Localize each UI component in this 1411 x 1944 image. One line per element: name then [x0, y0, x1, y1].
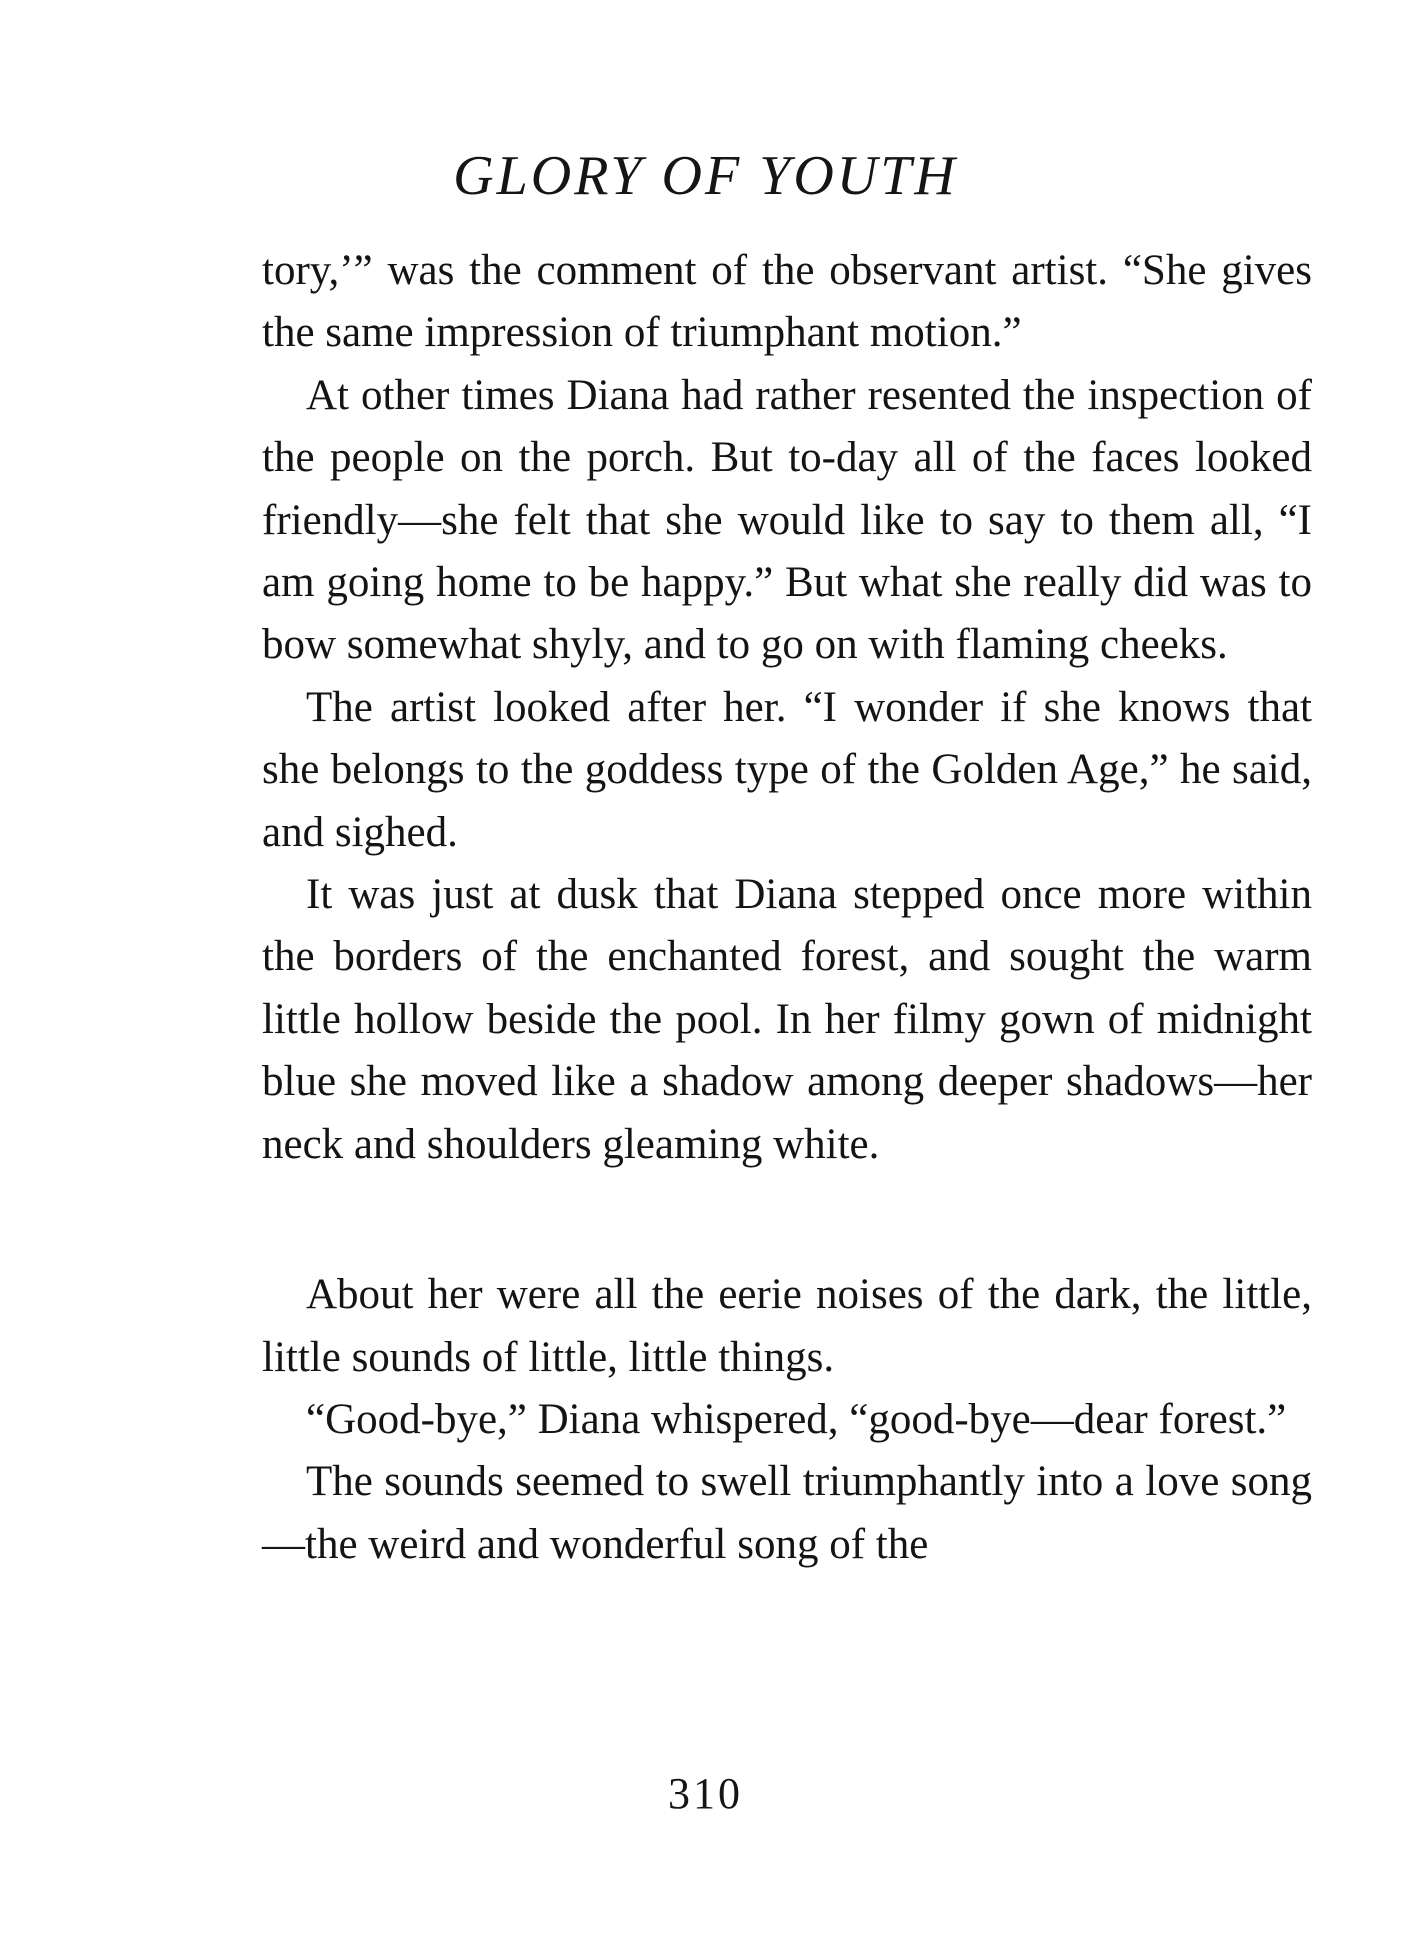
- paragraph: About her were all the eerie noises of the dark, the little, little sounds of little, little things.: [262, 1271, 1312, 1381]
- running-title: GLORY OF YOUTH: [453, 145, 958, 207]
- paragraph-continuation: tory,’” was the comment of the observant artist. “She gives the same impression of triumphant motion.”: [262, 247, 1312, 357]
- paragraph: “Good-bye,” Diana whispered, “good-bye—dear forest.”: [306, 1395, 1287, 1443]
- page-number: 310: [668, 1769, 743, 1818]
- paragraph: At other times Diana had rather resented the inspection of the people on the porch. But to-day all of the faces looked friendly—she felt that she would like to say to them all, “I am going home to be happy.” But what she really did was to bow somewhat shyly, and to go on with flaming cheeks.: [262, 371, 1312, 669]
- paragraph: The artist looked after her. “I wonder if she knows that she belongs to the goddess type of the Golden Age,” he said, and sighed.: [262, 683, 1312, 856]
- body-text: [262, 240, 1312, 1576]
- paragraph: The sounds seemed to swell triumphantly into a love song—the weird and wonderful song of the: [262, 1458, 1312, 1568]
- paragraph: It was just at dusk that Diana stepped once more within the borders of the enchanted forest, and sought the warm little hollow beside the pool. In her filmy gown of midnight blue she moved like a shadow among deeper shadows—her neck and shoulders gleaming white.: [262, 871, 1312, 1168]
